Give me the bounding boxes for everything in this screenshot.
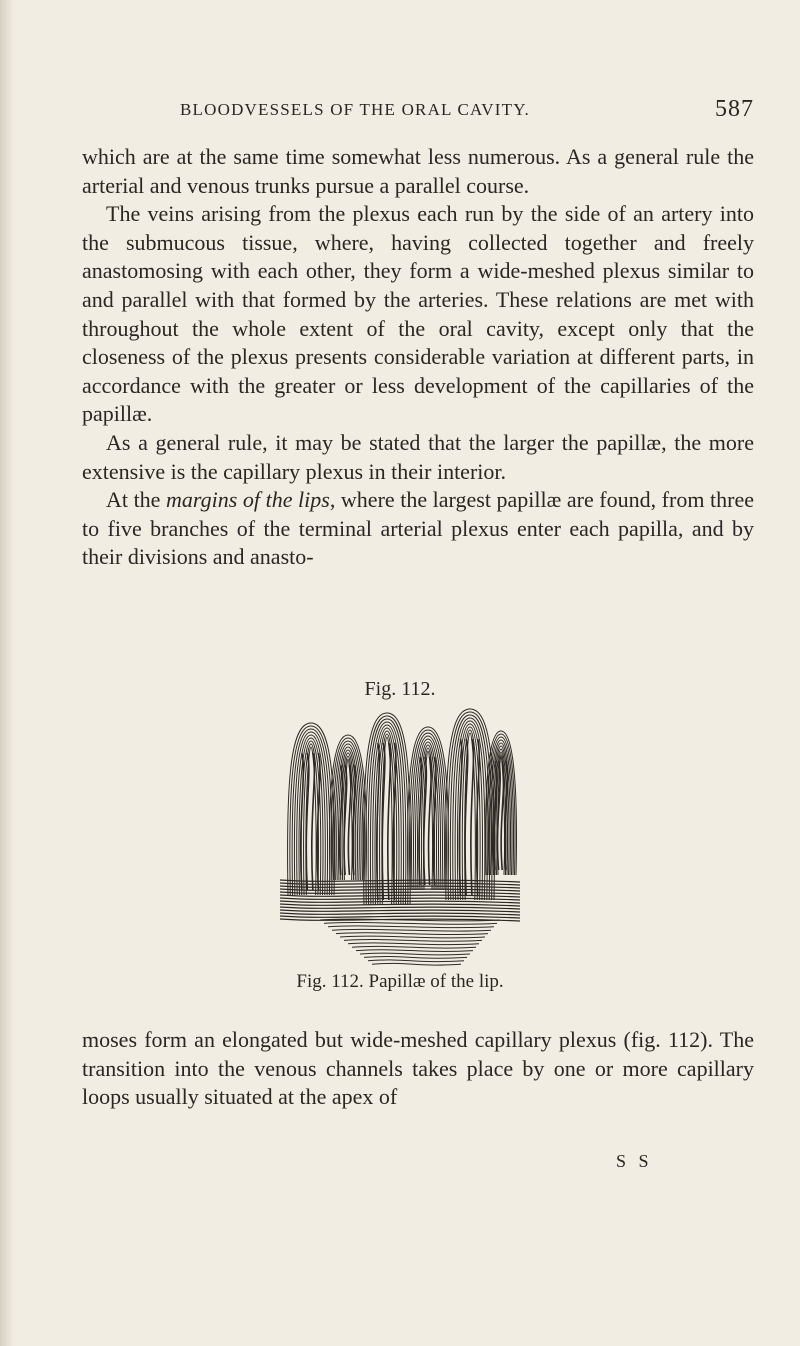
papilla-loop-line (292, 729, 330, 895)
paragraph-margins-of-lips (82, 486, 754, 572)
figure-label: Fig. 112. (364, 678, 436, 700)
papilla-loop-line (368, 719, 406, 905)
submucous-layer-line (352, 946, 476, 948)
papillae-engraving (280, 705, 520, 970)
base-tissue-line (280, 901, 520, 903)
submucous-layer-line (356, 950, 473, 952)
submucous-layer-line (324, 923, 497, 925)
base-tissue-line (280, 904, 520, 906)
papilla-vessel-line (388, 743, 391, 900)
submucous-layer-line (340, 936, 485, 938)
papilla-loop-line (410, 730, 447, 890)
submucous-layer-line (336, 933, 488, 935)
papilla-loop-line (290, 726, 332, 895)
page-gutter-shadow (0, 0, 14, 1346)
papilla-vessel-line (348, 765, 351, 875)
submucous-layer-line (360, 953, 470, 955)
submucous-layer-line (328, 926, 494, 928)
submucous-layer-line (332, 929, 491, 931)
text-block-bottom (82, 1026, 754, 1112)
papilla-vessel-line (429, 757, 432, 885)
figure-caption: Fig. 112. Papillæ of the lip. (296, 971, 504, 992)
text-block-top (82, 143, 754, 572)
submucous-layer-line (372, 963, 461, 965)
running-head-title: BLOODVESSELS OF THE ORAL CAVITY. (180, 100, 530, 119)
papilla-loop-line (366, 716, 408, 905)
page-number: 587 (715, 96, 754, 122)
paragraph-continued: which are at the same time somewhat less numerous. As a general rule the arterial and venous trunks pursue a parallel course. (82, 144, 754, 198)
papilla-vessel-line (312, 753, 315, 890)
margins-italic-text: margins of the lips (166, 487, 330, 513)
submucous-layer-line (344, 940, 482, 942)
margins-rest-text: , where the largest papillæ are found, from three to five branches of the terminal arterial plexus enter each papilla, and by their divisions and anasto- (82, 487, 754, 570)
margins-lead-text: At the (106, 487, 167, 513)
signature-mark: S S (616, 1151, 653, 1171)
paragraph-veins: The veins arising from the plexus each run by the side of an artery into the submucous tissue, where, having collected together and freely anastomosing with each other, they form a wide-meshed plexus similar to and parallel with that formed by the arteries. These relations are met with throughout the whole extent of the oral cavity, except only that the closeness of the plexus presents considerable variation at different parts, in accordance with the greater or less development of the capillaries of the papillæ. (82, 201, 754, 427)
paragraph-anastomoses: moses form an elongated but wide-meshed capillary plexus (fig. 112). The transition into the venous channels takes place by one or more capillary loops usually situated at the apex of (82, 1027, 754, 1110)
papilla-vessel-line (501, 761, 504, 870)
base-tissue-line (280, 913, 520, 915)
papilla-vessel-line (471, 739, 474, 895)
base-tissue-line (280, 910, 520, 912)
base-tissue-line (280, 907, 520, 909)
base-tissue-line (280, 916, 520, 918)
submucous-layer-line (368, 960, 464, 962)
paragraph-general-rule: As a general rule, it may be stated that the larger the papillæ, the more extensive is the capillary plexus in their interior. (82, 429, 754, 484)
submucous-layer-line (348, 943, 479, 945)
papilla-loop-line (412, 733, 445, 890)
figure-papillae-illustration (280, 705, 520, 970)
papilla-loop-line (450, 715, 489, 900)
submucous-layer-line (364, 957, 467, 959)
